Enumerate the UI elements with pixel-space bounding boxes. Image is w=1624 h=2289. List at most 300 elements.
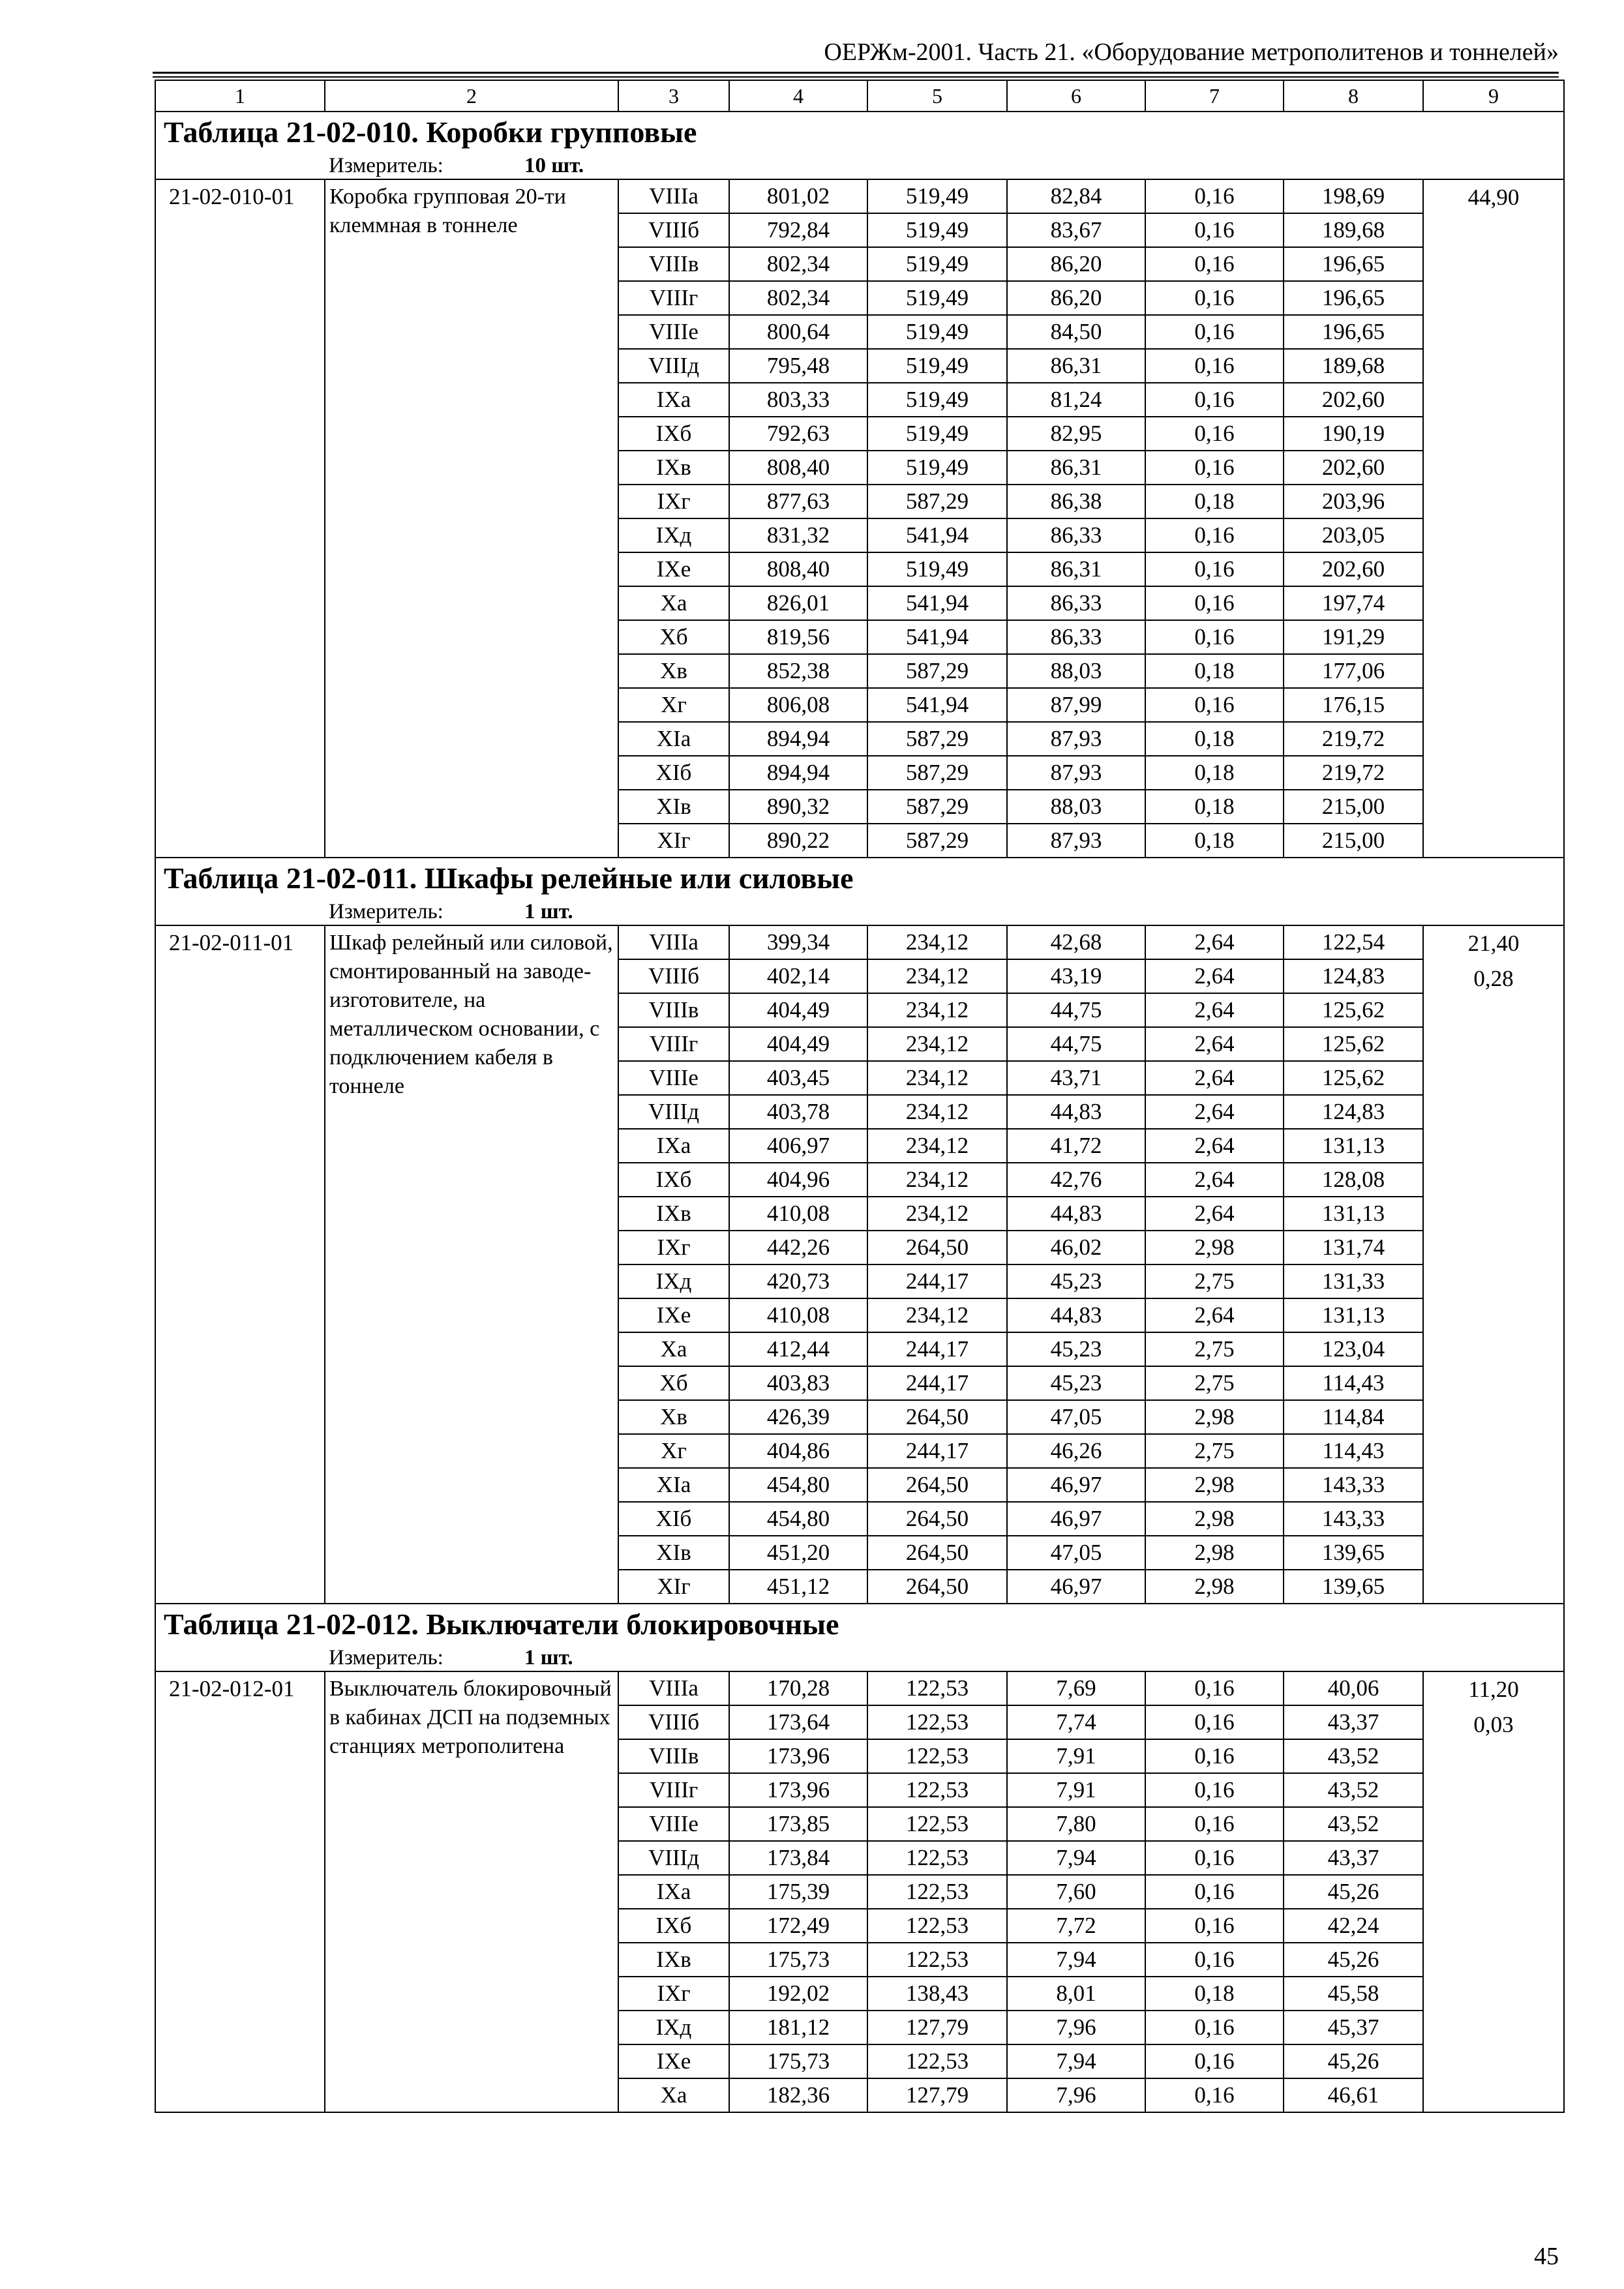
table-cell: 143,33 [1284, 1502, 1423, 1536]
table-cell: 87,99 [1007, 688, 1145, 722]
table-cell: IXд [618, 1264, 729, 1298]
table-cell: 0,16 [1145, 552, 1284, 586]
table-cell: 202,60 [1284, 552, 1423, 586]
table-cell: 202,60 [1284, 451, 1423, 485]
table-cell: Xг [618, 688, 729, 722]
table-title: Таблица 21-02-012. Выключатели блокировочные [155, 1604, 1564, 1645]
table-cell: 122,53 [867, 1875, 1007, 1909]
table-cell: 541,94 [867, 518, 1007, 552]
table-cell: 122,53 [867, 1739, 1007, 1773]
table-cell: 519,49 [867, 451, 1007, 485]
table-cell: 125,62 [1284, 1061, 1423, 1095]
table-cell: 127,79 [867, 2011, 1007, 2044]
table-cell: XIв [618, 1536, 729, 1570]
table-cell: VIIIд [618, 1841, 729, 1875]
table-cell: 0,16 [1145, 1705, 1284, 1739]
norm-code: 21-02-012-01 [155, 1671, 325, 2112]
table-cell: 131,13 [1284, 1197, 1423, 1231]
table-cell: 519,49 [867, 417, 1007, 451]
table-cell: 2,64 [1145, 1095, 1284, 1129]
table-cell: VIIIв [618, 247, 729, 281]
table-cell: 403,78 [729, 1095, 867, 1129]
table-cell: 2,98 [1145, 1502, 1284, 1536]
table-cell: 406,97 [729, 1129, 867, 1163]
running-header: ОЕРЖм-2001. Часть 21. «Оборудование метрополитенов и тоннелей» [824, 38, 1559, 66]
table-cell: 43,19 [1007, 959, 1145, 993]
unit-label: Измеритель: [329, 1646, 444, 1669]
table-cell: 877,63 [729, 485, 867, 518]
unit-row [155, 1645, 1564, 1671]
table-cell: 215,00 [1284, 824, 1423, 858]
table-cell: 87,93 [1007, 756, 1145, 790]
table-cell: 131,33 [1284, 1264, 1423, 1298]
table-cell: 45,23 [1007, 1332, 1145, 1366]
page-number: 45 [1534, 2243, 1559, 2270]
table-cell: IXг [618, 485, 729, 518]
table-cell: 43,37 [1284, 1705, 1423, 1739]
table-cell: 42,76 [1007, 1163, 1145, 1197]
table-cell: 808,40 [729, 552, 867, 586]
table-cell: 519,49 [867, 552, 1007, 586]
table-cell: 196,65 [1284, 281, 1423, 315]
table-cell: 519,49 [867, 315, 1007, 349]
table-cell: IXе [618, 2044, 729, 2078]
table-cell: VIIIб [618, 213, 729, 247]
table-cell: IXб [618, 1163, 729, 1197]
table-cell: 7,96 [1007, 2011, 1145, 2044]
table-cell: 170,28 [729, 1671, 867, 1705]
table-cell: 82,84 [1007, 179, 1145, 213]
column-number: 1 [155, 80, 325, 112]
table-cell: 45,58 [1284, 1977, 1423, 2011]
table-cell: 124,83 [1284, 1095, 1423, 1129]
table-cell: 0,16 [1145, 281, 1284, 315]
table-cell: 87,93 [1007, 824, 1145, 858]
table-cell: 519,49 [867, 179, 1007, 213]
table-row [155, 1671, 1564, 1705]
table-cell: VIIIв [618, 993, 729, 1027]
table-cell: 0,18 [1145, 485, 1284, 518]
table-cell: 264,50 [867, 1468, 1007, 1502]
table-cell: 404,49 [729, 993, 867, 1027]
table-cell: Xв [618, 654, 729, 688]
table-cell: 86,31 [1007, 552, 1145, 586]
table-cell: 82,95 [1007, 417, 1145, 451]
table-cell: 173,64 [729, 1705, 867, 1739]
norm-name: Выключатель блокировочный в кабинах ДСП на подземных станциях метрополитена [325, 1671, 618, 2112]
table-cell: 7,94 [1007, 2044, 1145, 2078]
table-cell: Xа [618, 1332, 729, 1366]
table-cell: 234,12 [867, 959, 1007, 993]
table-cell: 44,75 [1007, 1027, 1145, 1061]
table-cell: 0,16 [1145, 2011, 1284, 2044]
table-cell: 0,16 [1145, 451, 1284, 485]
table-cell: 45,26 [1284, 1875, 1423, 1909]
table-cell: 234,12 [867, 1298, 1007, 1332]
table-cell: 87,93 [1007, 722, 1145, 756]
table-cell: 454,80 [729, 1502, 867, 1536]
unit-row [155, 153, 1564, 179]
table-cell: 0,16 [1145, 1875, 1284, 1909]
table-cell: 2,75 [1145, 1332, 1284, 1366]
table-cell: 831,32 [729, 518, 867, 552]
column-number: 7 [1145, 80, 1284, 112]
table-cell: 0,18 [1145, 824, 1284, 858]
table-cell: 0,18 [1145, 654, 1284, 688]
table-cell: 43,37 [1284, 1841, 1423, 1875]
unit-label: Измеритель: [329, 900, 444, 923]
table-cell: IXд [618, 518, 729, 552]
table-cell: 45,26 [1284, 2044, 1423, 2078]
table-cell: 175,73 [729, 1943, 867, 1977]
table-title: Таблица 21-02-010. Коробки групповые [155, 112, 1564, 153]
table-cell: 244,17 [867, 1332, 1007, 1366]
table-cell: 264,50 [867, 1400, 1007, 1434]
table-cell: 7,91 [1007, 1773, 1145, 1807]
norm-code: 21-02-011-01 [155, 925, 325, 1604]
table-cell: 42,68 [1007, 925, 1145, 959]
table-cell: 0,18 [1145, 756, 1284, 790]
table-cell: 86,33 [1007, 518, 1145, 552]
table-cell: IXб [618, 1909, 729, 1943]
table-cell: 442,26 [729, 1231, 867, 1264]
table-cell: 192,02 [729, 1977, 867, 2011]
table-cell: 86,33 [1007, 586, 1145, 620]
table-cell: 81,24 [1007, 383, 1145, 417]
column-number: 6 [1007, 80, 1145, 112]
table-cell: 128,08 [1284, 1163, 1423, 1197]
table-cell: 826,01 [729, 586, 867, 620]
table-cell: 173,84 [729, 1841, 867, 1875]
material-value: 0,28 [1473, 966, 1514, 991]
table-cell: 203,96 [1284, 485, 1423, 518]
table-cell: IXв [618, 451, 729, 485]
table-cell: 44,75 [1007, 993, 1145, 1027]
unit-cell [325, 899, 1564, 925]
table-cell: 0,16 [1145, 1739, 1284, 1773]
table-cell: 2,75 [1145, 1366, 1284, 1400]
table-cell: 587,29 [867, 485, 1007, 518]
table-cell: 7,74 [1007, 1705, 1145, 1739]
table-cell: 43,52 [1284, 1807, 1423, 1841]
table-cell: 88,03 [1007, 654, 1145, 688]
table-title-row [155, 858, 1564, 899]
table-cell: 219,72 [1284, 756, 1423, 790]
table-cell: 88,03 [1007, 790, 1145, 824]
table-cell: 197,74 [1284, 586, 1423, 620]
table-cell: 802,34 [729, 247, 867, 281]
header-rule-thin [153, 76, 1559, 78]
table-cell: 181,12 [729, 2011, 867, 2044]
table-cell: 215,00 [1284, 790, 1423, 824]
table-cell: 2,64 [1145, 1027, 1284, 1061]
table-cell: 808,40 [729, 451, 867, 485]
table-cell: 2,98 [1145, 1570, 1284, 1604]
table-cell: 0,16 [1145, 2078, 1284, 2112]
table-cell: 2,75 [1145, 1434, 1284, 1468]
table-cell: VIIIе [618, 1061, 729, 1095]
table-cell: 0,16 [1145, 349, 1284, 383]
material-values [1423, 179, 1564, 858]
table-cell: 890,32 [729, 790, 867, 824]
table-cell: 0,16 [1145, 1909, 1284, 1943]
table-cell: 852,38 [729, 654, 867, 688]
table-cell: 84,50 [1007, 315, 1145, 349]
table-cell: 2,75 [1145, 1264, 1284, 1298]
column-number: 5 [867, 80, 1007, 112]
material-value: 44,90 [1467, 185, 1520, 210]
table-cell: 125,62 [1284, 993, 1423, 1027]
table-cell: 122,53 [867, 1841, 1007, 1875]
column-number: 2 [325, 80, 618, 112]
table-cell: IXе [618, 1298, 729, 1332]
table-cell: 2,64 [1145, 959, 1284, 993]
table-cell: IXв [618, 1943, 729, 1977]
table-cell: 0,16 [1145, 213, 1284, 247]
table-cell: 7,80 [1007, 1807, 1145, 1841]
table-title-row [155, 1604, 1564, 1645]
table-cell: 41,72 [1007, 1129, 1145, 1163]
table-cell: IXе [618, 552, 729, 586]
table-cell: 795,48 [729, 349, 867, 383]
norm-name: Шкаф релейный или силовой, смонтированный на заводе-изготовителе, на металлическом основании, с подключением кабеля в тоннеле [325, 925, 618, 1604]
table-cell: 46,61 [1284, 2078, 1423, 2112]
table-cell: 86,31 [1007, 349, 1145, 383]
unit-cell [325, 1645, 1564, 1671]
table-cell: 234,12 [867, 1129, 1007, 1163]
table-cell: VIIIа [618, 1671, 729, 1705]
table-cell: VIIIб [618, 1705, 729, 1739]
table-cell: 0,16 [1145, 518, 1284, 552]
table-cell: Xб [618, 620, 729, 654]
table-row [155, 179, 1564, 213]
table-cell: 46,97 [1007, 1468, 1145, 1502]
table-cell: 519,49 [867, 383, 1007, 417]
table-cell: XIб [618, 1502, 729, 1536]
table-cell: 410,08 [729, 1298, 867, 1332]
table-cell: 587,29 [867, 790, 1007, 824]
table-cell: 2,64 [1145, 1197, 1284, 1231]
table-cell: 792,63 [729, 417, 867, 451]
table-cell: 587,29 [867, 654, 1007, 688]
table-cell: XIг [618, 824, 729, 858]
table-cell: XIа [618, 722, 729, 756]
table-cell: 122,53 [867, 1705, 1007, 1739]
unit-value: 10 шт. [524, 154, 584, 177]
table-cell: 451,12 [729, 1570, 867, 1604]
table-cell: 173,85 [729, 1807, 867, 1841]
table-cell: VIIIд [618, 1095, 729, 1129]
table-cell: 0,16 [1145, 1841, 1284, 1875]
unit-value: 1 шт. [524, 1646, 573, 1669]
table-cell: Xг [618, 1434, 729, 1468]
table-cell: 2,98 [1145, 1468, 1284, 1502]
table-cell: IXв [618, 1197, 729, 1231]
table-cell: 86,20 [1007, 247, 1145, 281]
table-cell: 234,12 [867, 1061, 1007, 1095]
table-cell: 131,74 [1284, 1231, 1423, 1264]
table-cell: 264,50 [867, 1570, 1007, 1604]
table-cell: VIIIг [618, 1027, 729, 1061]
table-cell: 410,08 [729, 1197, 867, 1231]
unit-cell [325, 153, 1564, 179]
unit-value: 1 шт. [524, 900, 573, 923]
table-cell: XIб [618, 756, 729, 790]
table-cell: 234,12 [867, 1095, 1007, 1129]
table-cell: 7,72 [1007, 1909, 1145, 1943]
table-cell: 402,14 [729, 959, 867, 993]
table-cell: 127,79 [867, 2078, 1007, 2112]
table-cell: XIв [618, 790, 729, 824]
table-cell: 125,62 [1284, 1027, 1423, 1061]
table-cell: 114,84 [1284, 1400, 1423, 1434]
table-cell: 806,08 [729, 688, 867, 722]
table-cell: 2,64 [1145, 1163, 1284, 1197]
table-cell: 0,16 [1145, 179, 1284, 213]
table-cell: 45,37 [1284, 2011, 1423, 2044]
table-cell: 264,50 [867, 1536, 1007, 1570]
table-cell: Xа [618, 2078, 729, 2112]
table-cell: 139,65 [1284, 1570, 1423, 1604]
table-cell: 0,18 [1145, 1977, 1284, 2011]
table-cell: 86,38 [1007, 485, 1145, 518]
table-cell: 802,34 [729, 281, 867, 315]
table-cell: 202,60 [1284, 383, 1423, 417]
header-rule [153, 72, 1559, 74]
table-cell: 176,15 [1284, 688, 1423, 722]
table-row [155, 925, 1564, 959]
table-cell: 541,94 [867, 688, 1007, 722]
table-cell: 7,60 [1007, 1875, 1145, 1909]
table-cell: 122,53 [867, 1909, 1007, 1943]
table-title: Таблица 21-02-011. Шкафы релейные или силовые [155, 858, 1564, 899]
table-cell: IXа [618, 1875, 729, 1909]
table-cell: Xа [618, 586, 729, 620]
table-cell: IXг [618, 1231, 729, 1264]
table-cell: 403,83 [729, 1366, 867, 1400]
material-values [1423, 1671, 1564, 2112]
column-number-row [155, 80, 1564, 112]
table-cell: 122,53 [867, 1773, 1007, 1807]
table-cell: VIIIе [618, 1807, 729, 1841]
table-cell: 139,65 [1284, 1536, 1423, 1570]
table-cell: 43,52 [1284, 1773, 1423, 1807]
table-cell: 45,23 [1007, 1366, 1145, 1400]
table-cell: 244,17 [867, 1366, 1007, 1400]
table-cell: 0,16 [1145, 315, 1284, 349]
column-number: 9 [1423, 80, 1564, 112]
table-cell: 234,12 [867, 1197, 1007, 1231]
table-cell: VIIIд [618, 349, 729, 383]
table-cell: 123,04 [1284, 1332, 1423, 1366]
table-cell: 189,68 [1284, 349, 1423, 383]
table-cell: 404,96 [729, 1163, 867, 1197]
table-cell: 124,83 [1284, 959, 1423, 993]
table-cell: IXг [618, 1977, 729, 2011]
table-cell: 0,18 [1145, 722, 1284, 756]
column-number: 3 [618, 80, 729, 112]
table-cell: 0,16 [1145, 620, 1284, 654]
table-cell: VIIIа [618, 925, 729, 959]
table-cell: 404,49 [729, 1027, 867, 1061]
table-cell: 0,18 [1145, 790, 1284, 824]
table-cell: 2,64 [1145, 925, 1284, 959]
table-cell: 189,68 [1284, 213, 1423, 247]
table-cell: 196,65 [1284, 247, 1423, 281]
table-cell: IXд [618, 2011, 729, 2044]
table-cell: 46,26 [1007, 1434, 1145, 1468]
table-cell: 803,33 [729, 383, 867, 417]
column-number: 8 [1284, 80, 1423, 112]
table-cell: 175,73 [729, 2044, 867, 2078]
table-cell: 8,01 [1007, 1977, 1145, 2011]
table-cell: 143,33 [1284, 1468, 1423, 1502]
table-cell: 46,97 [1007, 1570, 1145, 1604]
table-cell: 86,20 [1007, 281, 1145, 315]
table-cell: 0,16 [1145, 2044, 1284, 2078]
table-cell: 0,16 [1145, 1943, 1284, 1977]
table-cell: 234,12 [867, 1163, 1007, 1197]
table-cell: 519,49 [867, 247, 1007, 281]
table-cell: 587,29 [867, 756, 1007, 790]
table-cell: 894,94 [729, 756, 867, 790]
table-cell: 122,53 [867, 1807, 1007, 1841]
table-cell: 173,96 [729, 1773, 867, 1807]
column-number: 4 [729, 80, 867, 112]
table-cell: 122,53 [867, 1943, 1007, 1977]
table-cell: 587,29 [867, 824, 1007, 858]
table-cell: 519,49 [867, 281, 1007, 315]
norm-name: Коробка групповая 20-ти клеммная в тоннеле [325, 179, 618, 858]
table-cell: 541,94 [867, 620, 1007, 654]
table-cell: VIIIа [618, 179, 729, 213]
table-cell: 0,16 [1145, 1671, 1284, 1705]
table-cell: IXа [618, 1129, 729, 1163]
table-cell: 114,43 [1284, 1366, 1423, 1400]
material-values [1423, 925, 1564, 1604]
table-cell: 0,16 [1145, 688, 1284, 722]
table-cell: 191,29 [1284, 620, 1423, 654]
table-cell: 7,94 [1007, 1841, 1145, 1875]
table-cell: 175,39 [729, 1875, 867, 1909]
table-cell: 403,45 [729, 1061, 867, 1095]
table-cell: 122,53 [867, 2044, 1007, 2078]
table-cell: 2,64 [1145, 1298, 1284, 1332]
material-value: 21,40 [1467, 931, 1520, 956]
table-cell: 264,50 [867, 1502, 1007, 1536]
table-cell: 219,72 [1284, 722, 1423, 756]
material-value: 11,20 [1468, 1677, 1519, 1702]
table-cell: 894,94 [729, 722, 867, 756]
table-cell: 182,36 [729, 2078, 867, 2112]
table-cell: 172,49 [729, 1909, 867, 1943]
table-cell: 203,05 [1284, 518, 1423, 552]
table-cell: VIIIг [618, 1773, 729, 1807]
table-cell: 47,05 [1007, 1536, 1145, 1570]
table-cell: 2,64 [1145, 1061, 1284, 1095]
unit-row [155, 899, 1564, 925]
table-cell: 404,86 [729, 1434, 867, 1468]
table-cell: 198,69 [1284, 179, 1423, 213]
table-cell: 44,83 [1007, 1095, 1145, 1129]
table-cell: 0,16 [1145, 1773, 1284, 1807]
table-cell: 43,52 [1284, 1739, 1423, 1773]
table-cell: 46,97 [1007, 1502, 1145, 1536]
table-cell: 2,98 [1145, 1400, 1284, 1434]
table-cell: IXб [618, 417, 729, 451]
unit-spacer [155, 1645, 325, 1671]
table-cell: 83,67 [1007, 213, 1145, 247]
